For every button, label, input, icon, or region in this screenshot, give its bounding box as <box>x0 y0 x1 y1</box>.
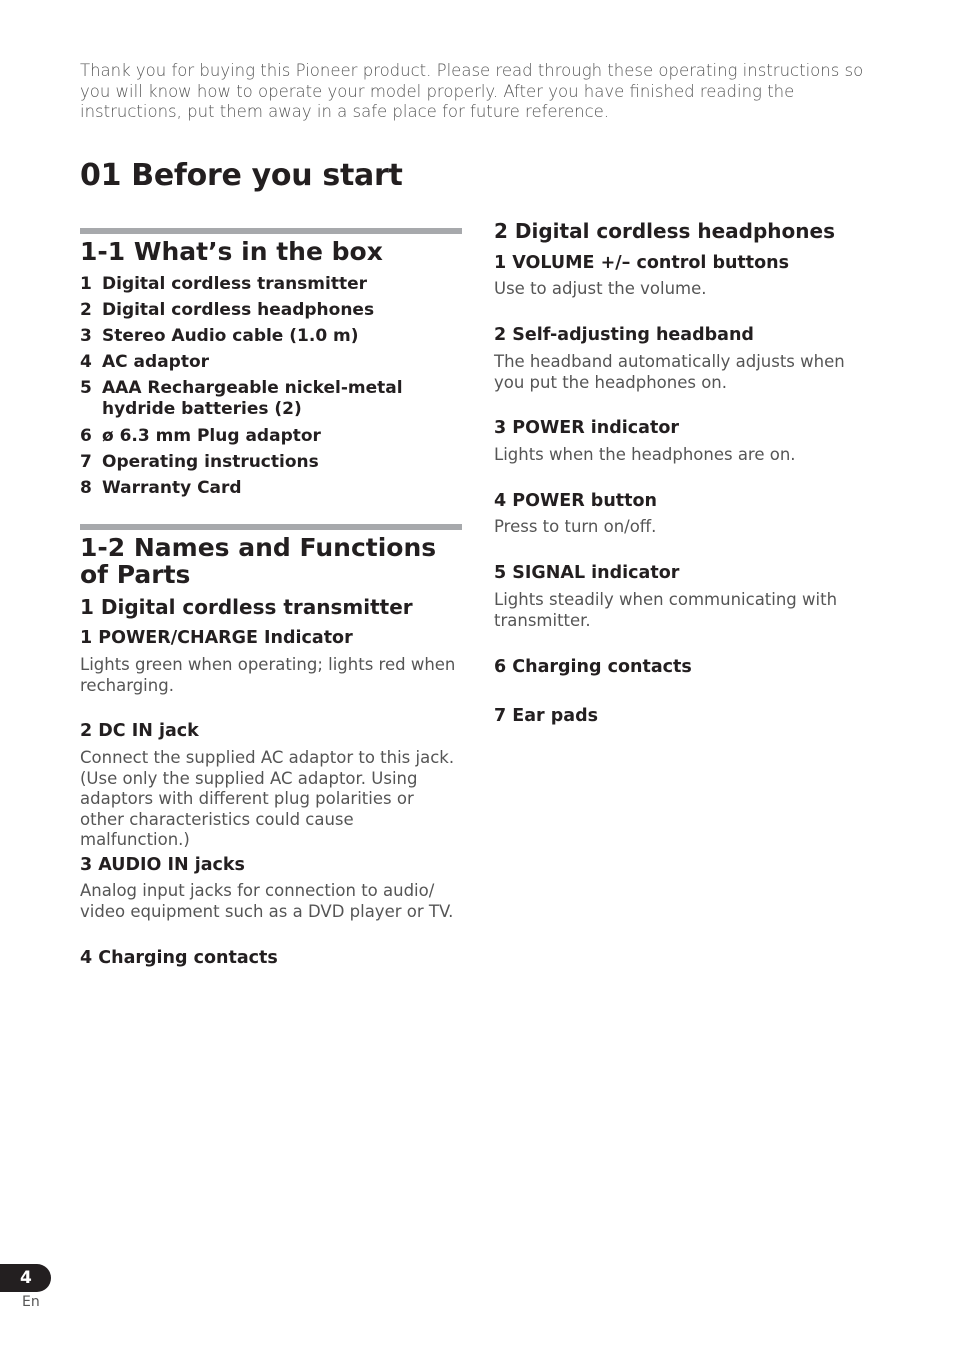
list-item: 8 Warranty Card <box>80 478 242 498</box>
part-title: 1 VOLUME +/– control buttons <box>494 253 790 273</box>
part-title: 4 Charging contacts <box>80 948 278 968</box>
part-title: 3 POWER indicator <box>494 418 679 438</box>
list-item: 3 Stereo Audio cable (1.0 m) <box>80 326 359 346</box>
box-contents-list <box>80 274 462 499</box>
chapter-title: 01 Before you start <box>80 158 403 193</box>
part-title: 1 POWER/CHARGE Indicator <box>80 628 353 648</box>
section-title-names: 1-2 Names and Functions of Parts <box>80 533 437 589</box>
part-description: The headband automatically adjusts when you put the headphones on. <box>494 352 845 392</box>
page-language: En <box>22 1294 40 1310</box>
part-description: Lights when the headphones are on. <box>494 445 796 464</box>
list-item: 5 AAA Rechargeable nickel-metal hydride batteries (2) <box>80 378 403 419</box>
subsection-title-headphones: 2 Digital cordless headphones <box>494 219 835 243</box>
list-item: 7 Operating instructions <box>80 452 319 472</box>
section-rule <box>80 524 462 530</box>
part-description: Lights green when operating; lights red when recharging. <box>80 655 456 695</box>
list-item: 4 AC adaptor <box>80 352 210 372</box>
part-description: Press to turn on/off. <box>494 517 657 536</box>
section-rule <box>80 228 462 234</box>
section-title-box: 1-1 What’s in the box <box>80 237 383 266</box>
list-item: 2 Digital cordless headphones <box>80 300 375 320</box>
part-description: Connect the supplied AC adaptor to this jack. (Use only the supplied AC adaptor. Using adaptors with different plug polarities or other characteristics could cause malfunction.) <box>80 748 455 849</box>
subsection-title-transmitter: 1 Digital cordless transmitter <box>80 595 413 619</box>
part-description: Use to adjust the volume. <box>494 279 707 298</box>
part-description: Analog input jacks for connection to audio/ video equipment such as a DVD player or TV. <box>80 881 454 921</box>
intro-paragraph: Thank you for buying this Pioneer product. Please read through these operating instructions so you will know how to operate your model properly. After you have finished reading the instructions, put them away in a safe place for future reference. <box>80 61 864 121</box>
part-title: 4 POWER button <box>494 491 657 511</box>
part-description: Lights steadily when communicating with transmitter. <box>494 590 838 630</box>
part-title: 2 DC IN jack <box>80 721 199 741</box>
list-item: 1 Digital cordless transmitter <box>80 274 368 294</box>
page-number-badge: 4 <box>0 1264 51 1292</box>
part-title: 5 SIGNAL indicator <box>494 563 680 583</box>
part-title: 7 Ear pads <box>494 706 599 726</box>
list-item: 6 ø 6.3 mm Plug adaptor <box>80 426 321 446</box>
part-title: 6 Charging contacts <box>494 657 692 677</box>
part-title: 2 Self-adjusting headband <box>494 325 754 345</box>
part-title: 3 AUDIO IN jacks <box>80 855 245 875</box>
